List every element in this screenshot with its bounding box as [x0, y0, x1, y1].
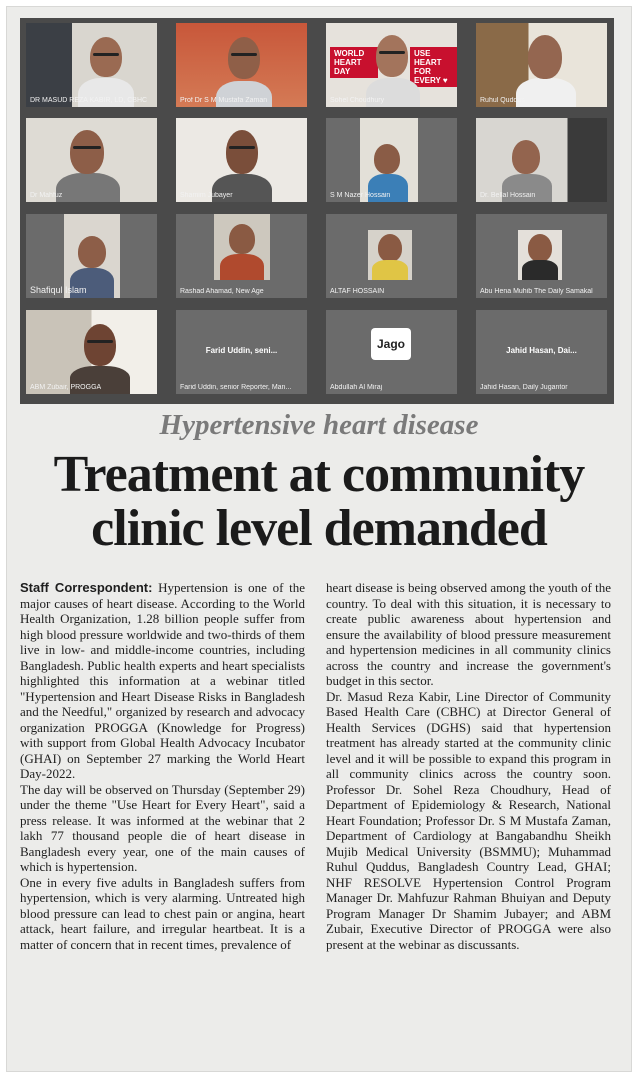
- participant-tile: [326, 118, 457, 202]
- participant-display-name: Farid Uddin, seni...: [205, 346, 278, 355]
- participant-tile: [176, 310, 307, 394]
- participant-display-name: Jahid Hasan, Dai...: [506, 346, 577, 355]
- byline: Staff Correspondent:: [20, 580, 153, 595]
- participant-name: Abdullah Al Miraj: [330, 384, 383, 391]
- participant-tile: [176, 214, 307, 298]
- participant-tile: [26, 23, 157, 107]
- participant-name: Farid Uddin, senior Reporter, Man...: [180, 384, 292, 391]
- participant-tile: [476, 23, 607, 107]
- participant-tile: [326, 23, 457, 107]
- article-paragraph: The day will be observed on Thursday (September 29) under the theme "Use Heart for Every Heart", said a press release. It was informed at the webinar that 2 lakh 77 thousand people die of heart disease in Bangladesh every year, one of the main causes of which is hypertension.: [20, 781, 305, 874]
- article-column-1: [20, 580, 305, 952]
- article-paragraph: One in every five adults in Bangladesh suffers from hypertension, which is very alarming. Untreated high blood pressure can lead to chest pain or angina, heart attack, heart failure, and irregular heartbeat. It is a matter of concern that in recent times, prevalence of: [20, 874, 305, 952]
- article-paragraph: Dr. Masud Reza Kabir, Line Director of Community Based Health Care (CBHC) at Director General of Health Services (DGHS) said that hypertension treatment has already started at the community clinic level and it will be possible to expand this program in all community clinics across the country soon. Professor Dr. Sohel Reza Choudhury, Head of Department of Epidemiology & Research, National Heart Foundation; Professor Dr. S M Mustafa Zaman, Department of Cardiology at Bangabandhu Sheikh Mujib Medical University (BSMMU); Muhammad Ruhul Quddus, Bangladesh Country Lead, GHAI; NHF RESOLVE Hypertension Control Program Manager Dr. Mahfuzur Rahman Bhuiyan and Deputy Program Manager Dr Shamim Jubayer; and ABM Zubair, Executive Director of PROGGA were also present at the webinar as discussants.: [326, 688, 611, 952]
- headline: [14, 448, 624, 556]
- participant-tile: [476, 214, 607, 298]
- participant-name: Dr. Bellal Hossain: [480, 192, 536, 199]
- participant-tile: [26, 214, 157, 298]
- participant-tile: [476, 118, 607, 202]
- participant-name: DR MASUD REZA KABIR, LD, CBHC: [30, 97, 148, 104]
- headline-line: Treatment at community: [53, 446, 585, 503]
- kicker-title: Hypertensive heart disease: [159, 409, 479, 441]
- participant-name: Shafiqul Islam: [30, 285, 87, 295]
- jago-news-logo: Jago: [371, 328, 411, 360]
- participant-tile: [176, 23, 307, 107]
- article-paragraph: Staff Correspondent: Hypertension is one of the major causes of heart disease. According to the World Health Organization, 1.28 billion people suffer from high blood pressure worldwide and two-thirds of them live in low- and middle-income countries, including Bangladesh. Public health experts and heart specialists highlighted this information at a webinar titled "Hypertension and Heart Disease Risks in Bangladesh and the Needful," organized by research and advocacy organization PROGGA (Knowledge for Progress) with support from Global Health Advocacy Incubator (GHAI) on September 27 marking the World Heart Day-2022.: [20, 580, 306, 781]
- article-paragraph: heart disease is being observed among the youth of the country. To deal with this situation, it is necessary to create public awareness about hypertension and ensure the availability of blood pressure measurement and hypertension medicines in all community clinics across the country and increase the government's budget in this sector.: [326, 580, 611, 688]
- participant-name: Shamim Jubayer: [180, 192, 233, 199]
- participant-tile: [26, 310, 157, 394]
- participant-tile: [326, 310, 457, 394]
- participant-tile: [176, 118, 307, 202]
- webinar-screenshot: [20, 18, 614, 404]
- participant-name: Sohel Choudhury: [330, 97, 385, 104]
- world-heart-day-banner: WORLD HEART DAY: [330, 47, 378, 78]
- participant-name: S M Nazer Hossain: [330, 192, 391, 199]
- participant-tile: [326, 214, 457, 298]
- headline-line: clinic level demanded: [91, 500, 547, 557]
- participant-name: Abu Hena Muhib The Daily Samakal: [480, 288, 593, 295]
- participant-video: [518, 230, 562, 280]
- participant-name: ABM Zubair, PROGGA: [30, 384, 102, 391]
- participant-video: [368, 230, 412, 280]
- article-column-2: [326, 580, 611, 952]
- participant-name: Dr Mahfuz: [30, 192, 63, 199]
- participant-name: Prof Dr S M Mustafa Zaman: [180, 97, 268, 104]
- participant-tile: [476, 310, 607, 394]
- participant-name: ALTAF HOSSAIN: [330, 288, 385, 295]
- participant-name: Ruhul Quddus: [480, 97, 525, 104]
- participant-name: Rashad Ahamad, New Age: [180, 288, 264, 295]
- participant-video: [360, 118, 418, 202]
- use-heart-banner: USE HEART FOR EVERY ♥: [410, 47, 457, 87]
- participant-name: Jahid Hasan, Daily Jugantor: [480, 384, 568, 391]
- participant-tile: [26, 118, 157, 202]
- participant-video: [214, 214, 270, 280]
